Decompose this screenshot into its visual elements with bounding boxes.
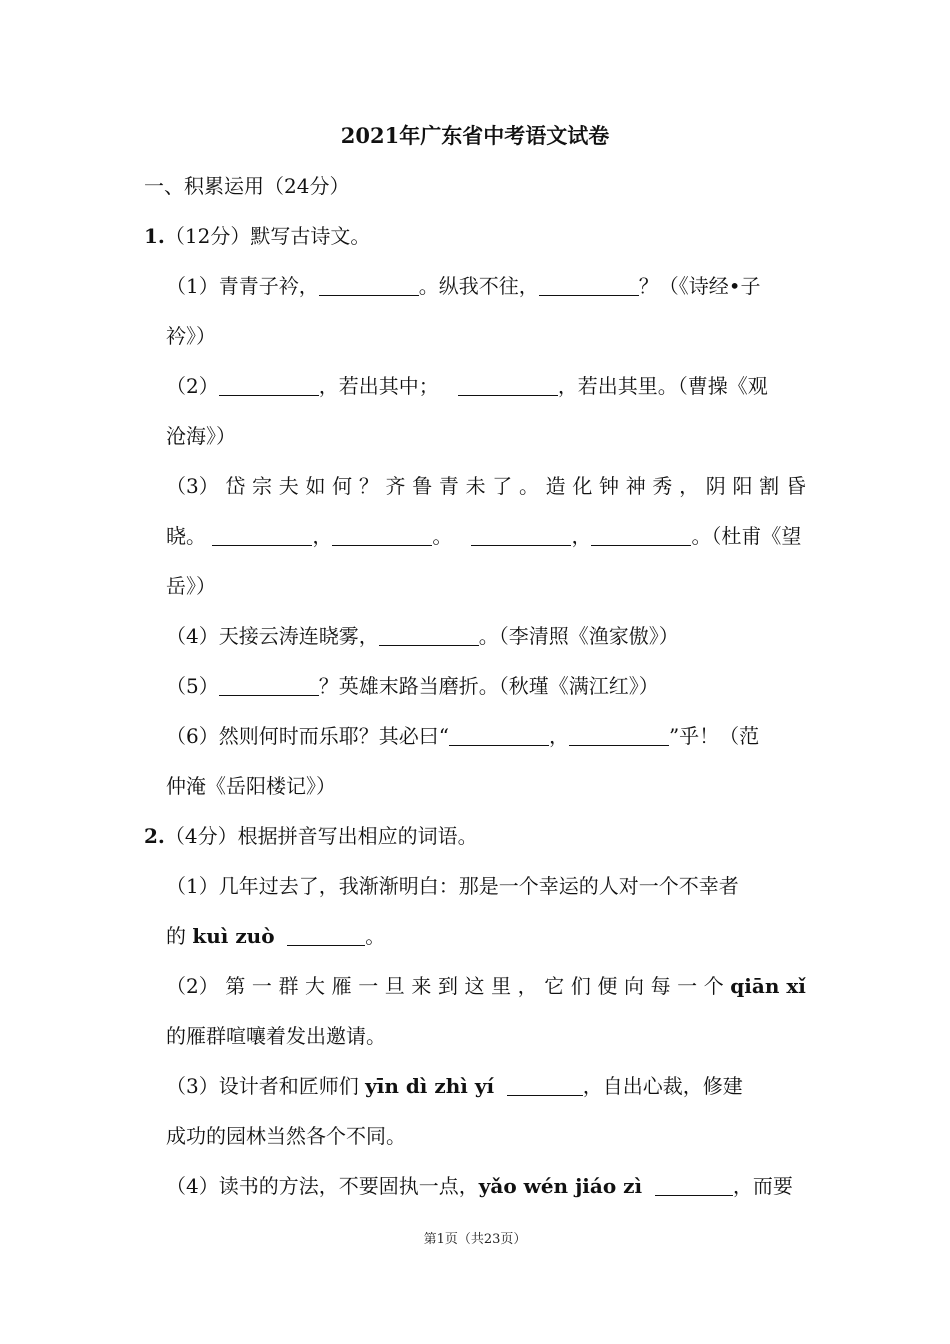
question-number: 2 xyxy=(144,824,158,848)
text-glyph: ？ xyxy=(358,474,379,498)
text-glyph: 阳 xyxy=(732,474,753,498)
text-glyph: 旦 xyxy=(384,974,405,998)
text-glyph: qiān xǐ xyxy=(730,974,806,998)
text-glyph: 夫 xyxy=(278,474,299,498)
text-glyph: （3） xyxy=(166,474,219,498)
pinyin: yīn dì zhì yí xyxy=(365,1074,495,1098)
q2-item-4: （4）读书的方法，不要固执一点，yǎo wén jiáo zì ，而要 xyxy=(166,1174,793,1198)
question-1-stem: 1.（12分）默写古诗文。 xyxy=(144,224,371,248)
question-number: 1 xyxy=(144,224,158,248)
text-glyph: 如 xyxy=(305,474,326,498)
q1-item-6: （6）然则何时而乐耶？其必曰“ ， ”乎！（范 xyxy=(166,724,760,748)
answer-blank[interactable] xyxy=(458,375,558,396)
text-glyph: 向 xyxy=(623,974,644,998)
section-heading: 一、积累运用（24分） xyxy=(144,174,350,198)
text-glyph: 鲁 xyxy=(412,474,433,498)
text-glyph: 雁 xyxy=(331,974,352,998)
text-glyph: 们 xyxy=(570,974,591,998)
text-glyph: 。 xyxy=(518,474,539,498)
q1-item-3-cont2: 岳》） xyxy=(166,574,216,598)
text-glyph: （2） xyxy=(166,974,219,998)
text-glyph: 化 xyxy=(572,474,593,498)
text-glyph: 里 xyxy=(491,974,512,998)
answer-blank[interactable] xyxy=(449,725,549,746)
text-glyph: 个 xyxy=(703,974,724,998)
text-glyph: 何 xyxy=(332,474,353,498)
page-footer: 第1页（共23页） xyxy=(423,1232,527,1247)
q1-item-2-cont: 沧海》） xyxy=(166,424,236,448)
q2-item-2-cont: 的雁群喧嚷着发出邀请。 xyxy=(166,1024,386,1048)
text-glyph: 钟 xyxy=(599,474,620,498)
question-text: （12分）默写古诗文。 xyxy=(164,224,371,248)
text-glyph: ， xyxy=(517,974,538,998)
answer-blank[interactable] xyxy=(212,525,312,546)
text-glyph: 青 xyxy=(438,474,459,498)
text-glyph: 一 xyxy=(677,974,698,998)
q1-item-2: （2） ，若出其中； ，若出其里。（曹操《观 xyxy=(166,374,768,398)
q2-item-1: （1）几年过去了，我渐渐明白：那是一个幸运的人对一个不幸者 xyxy=(166,874,739,898)
answer-blank[interactable] xyxy=(379,625,479,646)
q2-item-3: （3）设计者和匠师们 yīn dì zhì yí ，自出心裁，修建 xyxy=(166,1074,743,1098)
answer-blank[interactable] xyxy=(507,1075,583,1096)
text-glyph: 昏 xyxy=(785,474,806,498)
text-glyph: 造 xyxy=(545,474,566,498)
question-2-stem: 2.（4分）根据拼音写出相应的词语。 xyxy=(144,824,478,848)
answer-blank[interactable] xyxy=(591,525,691,546)
text-glyph: 每 xyxy=(650,974,671,998)
answer-blank[interactable] xyxy=(539,275,639,296)
text-glyph: 割 xyxy=(759,474,780,498)
pinyin: yǎo wén jiáo zì xyxy=(478,1174,643,1198)
text-glyph: 宗 xyxy=(252,474,273,498)
text-glyph: 一 xyxy=(251,974,272,998)
text-glyph: 大 xyxy=(305,974,326,998)
answer-blank[interactable] xyxy=(219,375,319,396)
text-glyph: 到 xyxy=(437,974,458,998)
text-glyph: 阴 xyxy=(705,474,726,498)
text-glyph: 秀 xyxy=(652,474,673,498)
answer-blank[interactable] xyxy=(287,925,365,946)
text-glyph: 来 xyxy=(411,974,432,998)
answer-blank[interactable] xyxy=(655,1175,733,1196)
text-glyph: 未 xyxy=(465,474,486,498)
answer-blank[interactable] xyxy=(332,525,432,546)
text-glyph: ， xyxy=(679,474,700,498)
text-glyph: 了 xyxy=(492,474,513,498)
q1-item-1: （1）青青子衿， 。纵我不往， ？（《诗经•子 xyxy=(166,274,761,298)
answer-blank[interactable] xyxy=(219,675,319,696)
text-glyph: 第 xyxy=(225,974,246,998)
answer-blank[interactable] xyxy=(569,725,669,746)
page-title: 2021年广东省中考语文试卷 xyxy=(340,123,610,148)
text-glyph: 它 xyxy=(544,974,565,998)
q2-item-3-cont: 成功的园林当然各个不同。 xyxy=(166,1124,406,1148)
q1-item-4: （4）天接云涛连晓雾， 。（李清照《渔家傲》） xyxy=(166,624,679,648)
text-glyph: 齐 xyxy=(385,474,406,498)
q1-item-5: （5） ？英雄末路当磨折。（秋瑾《满江红》） xyxy=(166,674,659,698)
q1-item-3 xyxy=(166,472,806,500)
answer-blank[interactable] xyxy=(319,275,419,296)
q1-item-3-cont: 晓。 ， 。 ， 。（杜甫《望 xyxy=(166,524,802,548)
q2-item-2 xyxy=(166,972,806,1000)
text-glyph: 这 xyxy=(464,974,485,998)
q2-item-1-cont: 的 kuì zuò 。 xyxy=(166,924,386,948)
text-glyph: 群 xyxy=(278,974,299,998)
text-glyph: 一 xyxy=(358,974,379,998)
question-text: （4分）根据拼音写出相应的词语。 xyxy=(164,824,478,848)
q1-item-1-cont: 衿》） xyxy=(166,324,216,348)
text-glyph: 神 xyxy=(625,474,646,498)
text-glyph: 岱 xyxy=(225,474,246,498)
answer-blank[interactable] xyxy=(471,525,571,546)
q1-item-6-cont: 仲淹《岳阳楼记》） xyxy=(166,774,336,798)
pinyin: kuì zuò xyxy=(192,924,275,948)
text-glyph: 便 xyxy=(597,974,618,998)
